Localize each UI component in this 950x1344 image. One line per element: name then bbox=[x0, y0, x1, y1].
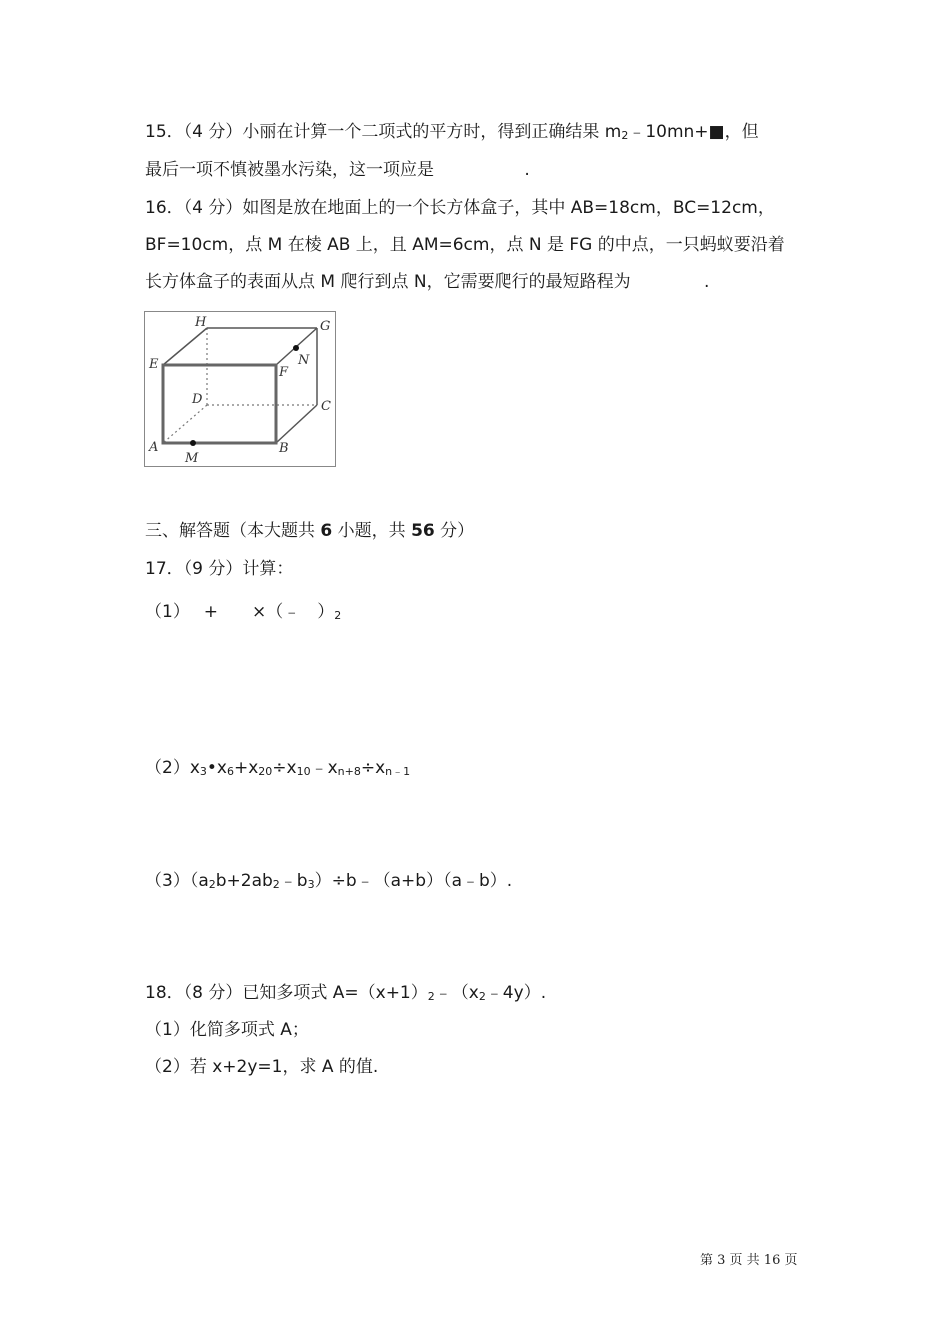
q15-line2: 最后一项不慎被墨水污染，这一项应是 . bbox=[145, 160, 530, 180]
label-g: G bbox=[320, 319, 331, 334]
q17-header: 17．（9 分）计算： bbox=[145, 559, 294, 579]
front-face bbox=[163, 365, 276, 443]
q16-line1: 16．（4 分）如图是放在地面上的一个长方体盒子，其中 AB=18cm，BC=12cm， bbox=[145, 198, 775, 218]
label-f: F bbox=[279, 365, 289, 380]
page-footer: 第 3 页 共 16 页 bbox=[700, 1253, 798, 1268]
label-h: H bbox=[195, 315, 207, 330]
q17-part1: （1） + ×（﹣ ）2 bbox=[145, 602, 342, 622]
cuboid-diagram bbox=[145, 312, 335, 466]
point-m bbox=[190, 440, 196, 446]
q15-line1: 15．（4 分）小丽在计算一个二项式的平方时，得到正确结果 m2﹣10mn+■，但 bbox=[145, 122, 759, 142]
q16-line2: BF=10cm，点 M 在棱 AB 上，且 AM=6cm，点 N 是 FG 的中点，一只蚂蚁要沿着 bbox=[145, 235, 785, 255]
label-b: B bbox=[279, 441, 289, 456]
q16-line3: 长方体盒子的表面从点 M 爬行到点 N，它需要爬行的最短路程为 . bbox=[145, 272, 710, 292]
edge-eh bbox=[163, 328, 207, 365]
label-e: E bbox=[149, 357, 159, 372]
label-a: A bbox=[149, 440, 159, 455]
q18-part2: （2）若 x+2y=1，求 A 的值. bbox=[145, 1057, 379, 1077]
label-n: N bbox=[298, 353, 310, 368]
edge-da bbox=[163, 405, 207, 443]
section3-heading: 三、解答题（本大题共 6 小题，共 56 分） bbox=[145, 521, 475, 541]
q18-part1: （1）化简多项式 A； bbox=[145, 1020, 309, 1040]
point-n bbox=[293, 345, 299, 351]
q17-part2: （2）x3•x6+x20÷x10﹣xn+8÷xn﹣1 bbox=[145, 758, 411, 778]
cuboid-figure bbox=[144, 311, 336, 467]
label-d: D bbox=[192, 392, 203, 407]
q17-part3: （3）（a2b+2ab2﹣b3）÷b﹣（a+b）（a﹣b）. bbox=[145, 871, 513, 891]
q18-line1: 18．（8 分）已知多项式 A=（x+1）2﹣（x2﹣4y）. bbox=[145, 983, 547, 1003]
label-c: C bbox=[321, 399, 331, 414]
label-m: M bbox=[185, 451, 199, 466]
edge-bc bbox=[276, 405, 317, 443]
